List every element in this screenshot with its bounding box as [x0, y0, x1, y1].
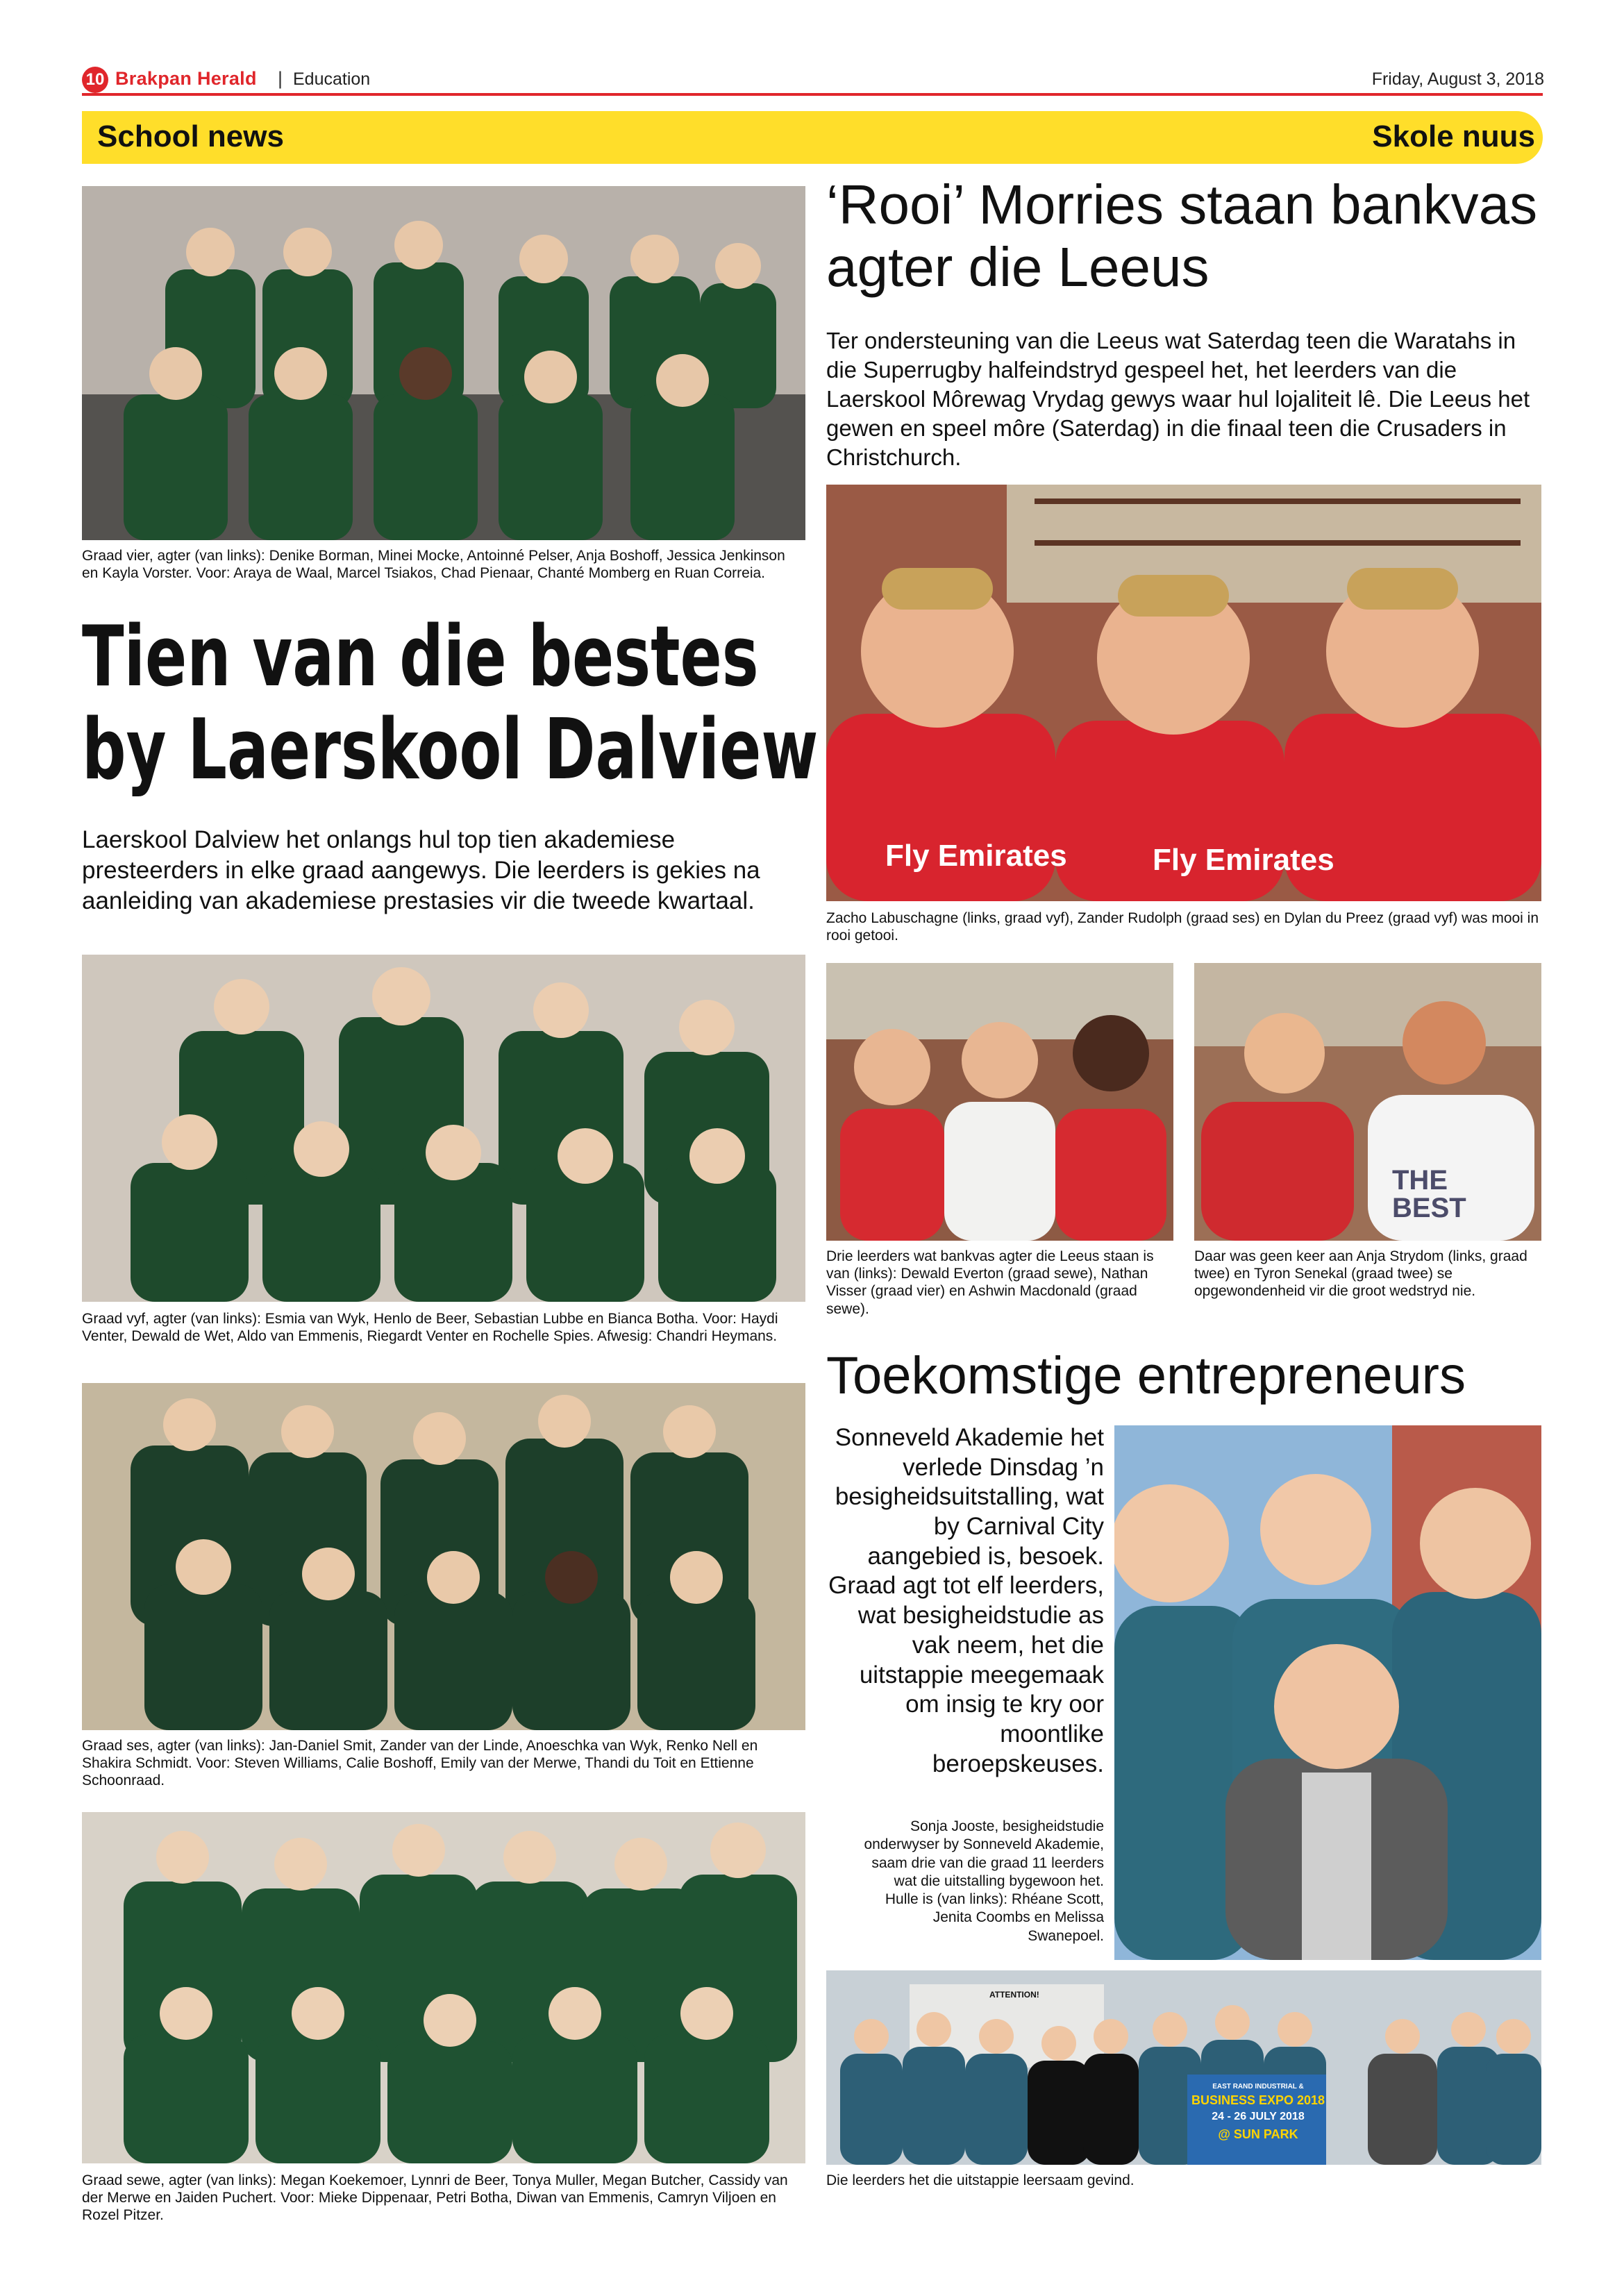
intro-morewag: Ter ondersteuning van die Leeus wat Saterdag teen die Waratahs in die Superrugby halfeindstryd gespeel het, het leerders van die Laerskool Môrewag Vrydag gewys waar hul lojaliteit lê. Die Leeus het gewen en speel môre (Saterdag) in die finaal teen die Crusaders in Christchurch.: [826, 328, 1530, 470]
expo-sign-line3: 24 - 26 JULY 2018: [1212, 2111, 1305, 2122]
banner-title-english: School news: [97, 119, 284, 153]
headline-rooi-morries: ‘Rooi’ Morries staan bankvas agter die Leeus: [826, 174, 1538, 298]
section-name: Education: [293, 69, 371, 89]
jersey-text-left: Fly Emirates: [885, 839, 1067, 873]
caption-three-boys: Zacho Labuschagne (links, graad vyf), Zander Rudolph (graad ses) en Dylan du Preez (graad vyf) was mooi in rooi getooi.: [826, 910, 1539, 944]
expo-sign-line1: EAST RAND INDUSTRIAL &: [1212, 2083, 1304, 2090]
shirt-text: THE BEST: [1392, 1165, 1466, 1223]
caption-two-learners: Daar was geen keer aan Anja Strydom (links, graad twee) en Tyron Senekal (graad twee) se opgewondenheid vir die groot wedstryd nie.: [1194, 1248, 1527, 1300]
caption-sonja-jooste: Sonja Jooste, besigheidstudie onderwyser by Sonneveld Akademie, saam drie van die graad 11 leerders wat die uitstalling bygewoon het. Hulle is (van links): Rhéane Scott, Jenita Coombs en Melissa Swanepoel.: [864, 1818, 1104, 1944]
headline-toekomstige-entrepreneurs: Toekomstige entrepreneurs: [826, 1346, 1466, 1405]
banner-title-afrikaans: Skole nuus: [1372, 119, 1535, 153]
caption-three-learners: Drie leerders wat bankvas agter die Leeus staan is van (links): Dewald Everton (graad sewe), Nathan Visser (graad vier) en Ashwin Macdonald (graad sewe).: [826, 1248, 1154, 1317]
jersey-text-middle: Fly Emirates: [1153, 843, 1334, 877]
masthead-separator: |: [278, 68, 283, 89]
photo-graad-vyf: [82, 955, 805, 1302]
expo-sign-line2: BUSINESS EXPO 2018: [1191, 2093, 1325, 2107]
photo-graad-vier: [82, 186, 805, 540]
photo-two-learners: [1194, 963, 1541, 1241]
headline-tien-van-die-bestes: Tien van die bestes by Laerskool Dalview: [82, 609, 819, 799]
caption-graad-ses: Graad ses, agter (van links): Jan-Daniel Smit, Zander van der Linde, Anoeschka van Wyk, Renko Nell en Shakira Schmidt. Voor: Steven Williams, Calie Boshoff, Emily van der Merwe, Thandi du Toit en Ettienne Schoonraad.: [82, 1738, 758, 1789]
section-banner: [82, 111, 1543, 164]
photo-graad-ses: [82, 1383, 805, 1730]
intro-dalview: Laerskool Dalview het onlangs hul top tien akademiese presteerders in elke graad aangewys. Die leerders is gekies na aanleiding van akademiese prestasies vir die tweede kwartaal.: [82, 826, 760, 914]
masthead-rule: [82, 93, 1543, 96]
photo-teacher-and-learners: [1114, 1425, 1541, 1960]
caption-graad-sewe: Graad sewe, agter (van links): Megan Koekemoer, Lynnri de Beer, Tonya Muller, Megan Butcher, Cassidy van der Merwe en Jaiden Puchert. Voor: Mieke Dippenaar, Petri Botha, Diwan van Emmenis, Camryn Viljoen en Rozel Pitzer.: [82, 2172, 788, 2224]
issue-date: Friday, August 3, 2018: [1371, 69, 1544, 89]
photo-expo-group: [826, 1970, 1541, 2165]
body-entrepreneurs: Sonneveld Akademie het verlede Dinsdag ’n besigheidsuitstalling, wat by Carnival City aangebied is, besoek. Graad agt tot elf leerders, wat besigheidstudie as vak neem, het die uitstappie meegemaak om insig te kry oor moontlike beroepskeuses.: [828, 1424, 1104, 1777]
expo-sign-line4: @ SUN PARK: [1218, 2127, 1298, 2141]
photo-graad-sewe: [82, 1812, 805, 2163]
photo-three-learners: [826, 963, 1173, 1241]
caption-graad-vier: Graad vier, agter (van links): Denike Borman, Minei Mocke, Antoinné Pelser, Anja Boshoff, Jessica Jenkinson en Kayla Vorster. Voor: Araya de Waal, Marcel Tsiakos, Chad Pienaar, Chanté Momberg en Ruan Correia.: [82, 548, 785, 582]
attention-sign: ATTENTION!: [989, 1990, 1039, 2000]
newspaper-brand: Brakpan Herald: [115, 68, 257, 89]
caption-graad-vyf: Graad vyf, agter (van links): Esmia van Wyk, Henlo de Beer, Sebastian Lubbe en Bianca Botha. Voor: Haydi Venter, Dewald de Wet, Aldo van Emmenis, Riegardt Venter en Rochelle Spies. Afwesig: Chandri Heymans.: [82, 1311, 778, 1345]
page-number-badge: 10: [82, 67, 108, 93]
caption-expo-group: Die leerders het die uitstappie leersaam gevind.: [826, 2172, 1135, 2188]
